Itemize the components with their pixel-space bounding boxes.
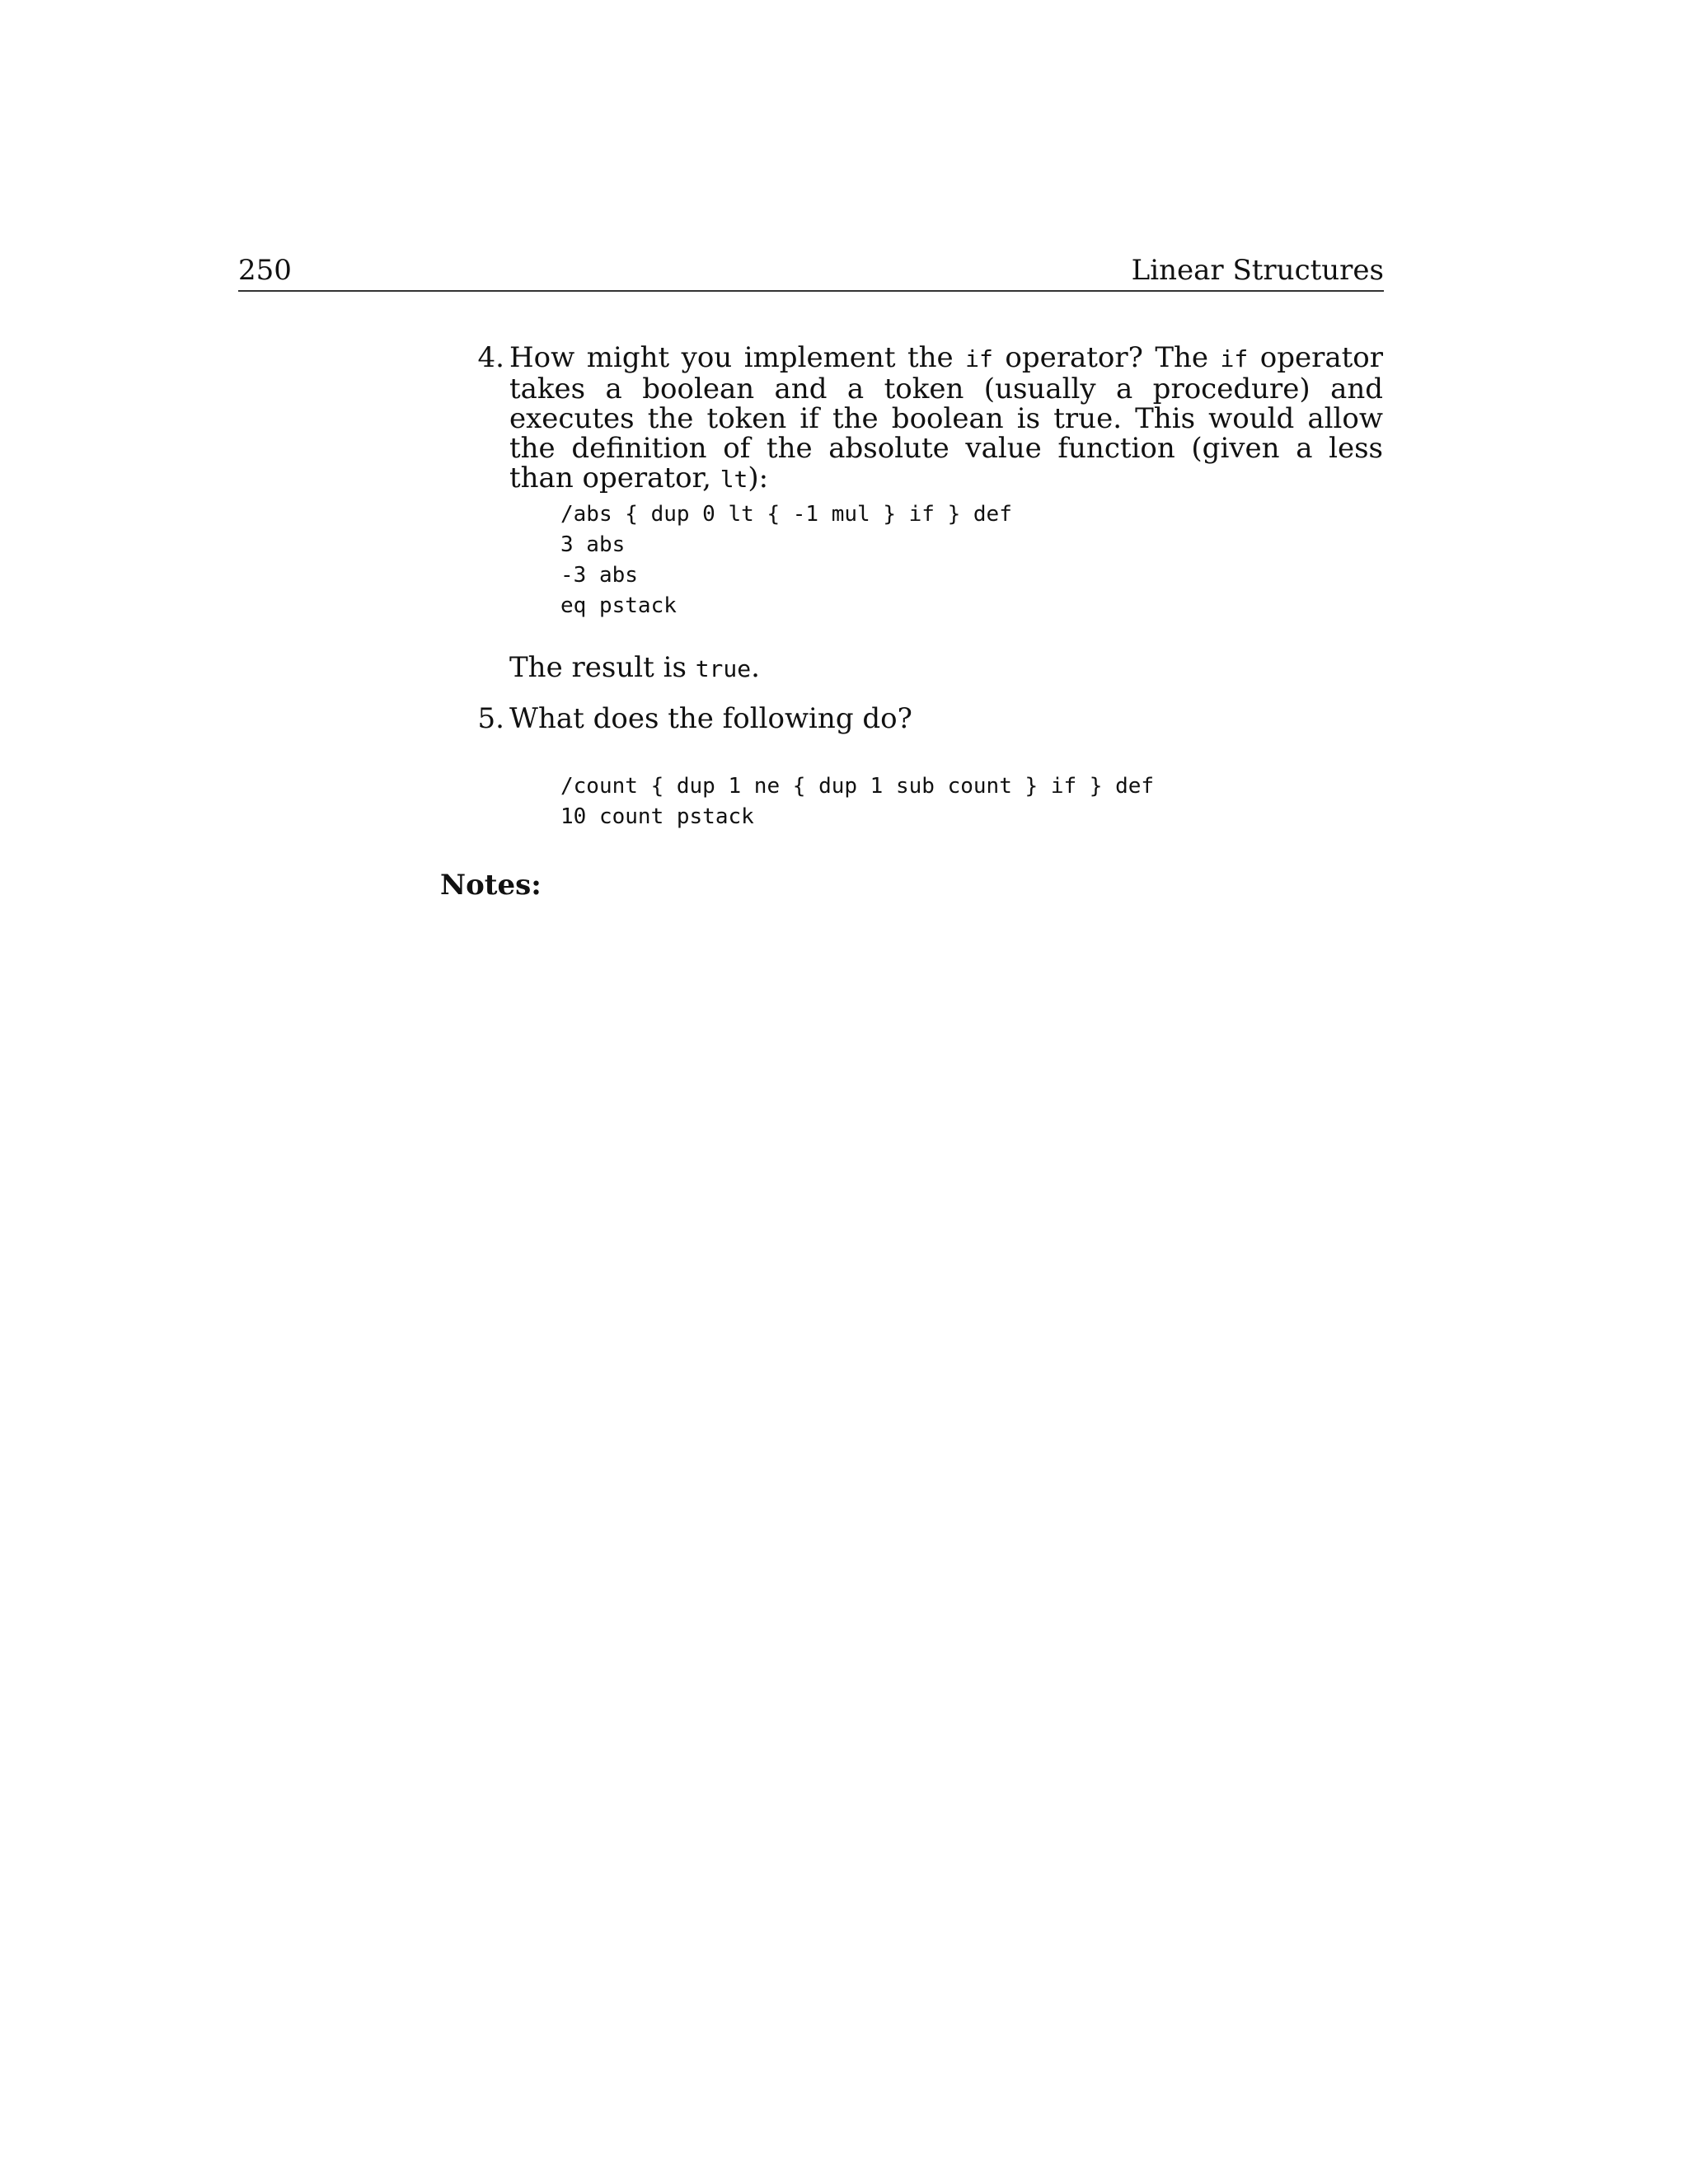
page-header xyxy=(238,254,1384,292)
notes-heading: Notes: xyxy=(440,869,542,902)
exercise-4-text-part-2: operator? The xyxy=(992,341,1221,374)
inline-code-true: true xyxy=(695,655,752,682)
exercise-5-text: What does the following do? xyxy=(509,702,912,735)
exercise-5 xyxy=(477,702,1383,735)
result-prefix: The result is xyxy=(509,651,696,684)
code-block-abs: /abs { dup 0 lt { -1 mul } if } def 3 abs -3 abs eq pstack xyxy=(560,502,1012,618)
inline-code-if-2: if xyxy=(1220,345,1249,373)
running-title: Linear Structures xyxy=(1131,254,1384,287)
code-block-count: /count { dup 1 ne { dup 1 sub count } if } def 10 count pstack xyxy=(560,774,1155,829)
exercise-4-text xyxy=(509,343,1383,494)
result-suffix: . xyxy=(751,651,760,684)
exercise-4 xyxy=(477,341,1383,494)
exercise-4-text-part-1: How might you implement the xyxy=(509,341,966,374)
result-paragraph xyxy=(509,653,760,684)
exercise-number: 4. xyxy=(477,341,504,374)
inline-code-if-1: if xyxy=(965,345,993,373)
exercise-number: 5. xyxy=(477,702,504,735)
exercise-4-text-part-4: ): xyxy=(748,462,769,494)
inline-code-lt: lt xyxy=(720,466,748,493)
exercise-4-text-part-3: operator takes a boolean and a token (usually a procedure) and executes the token if the boolean is true. This would allow the definition of the absolute value function (given a less than operator, xyxy=(509,341,1383,494)
page-number: 250 xyxy=(238,254,292,287)
